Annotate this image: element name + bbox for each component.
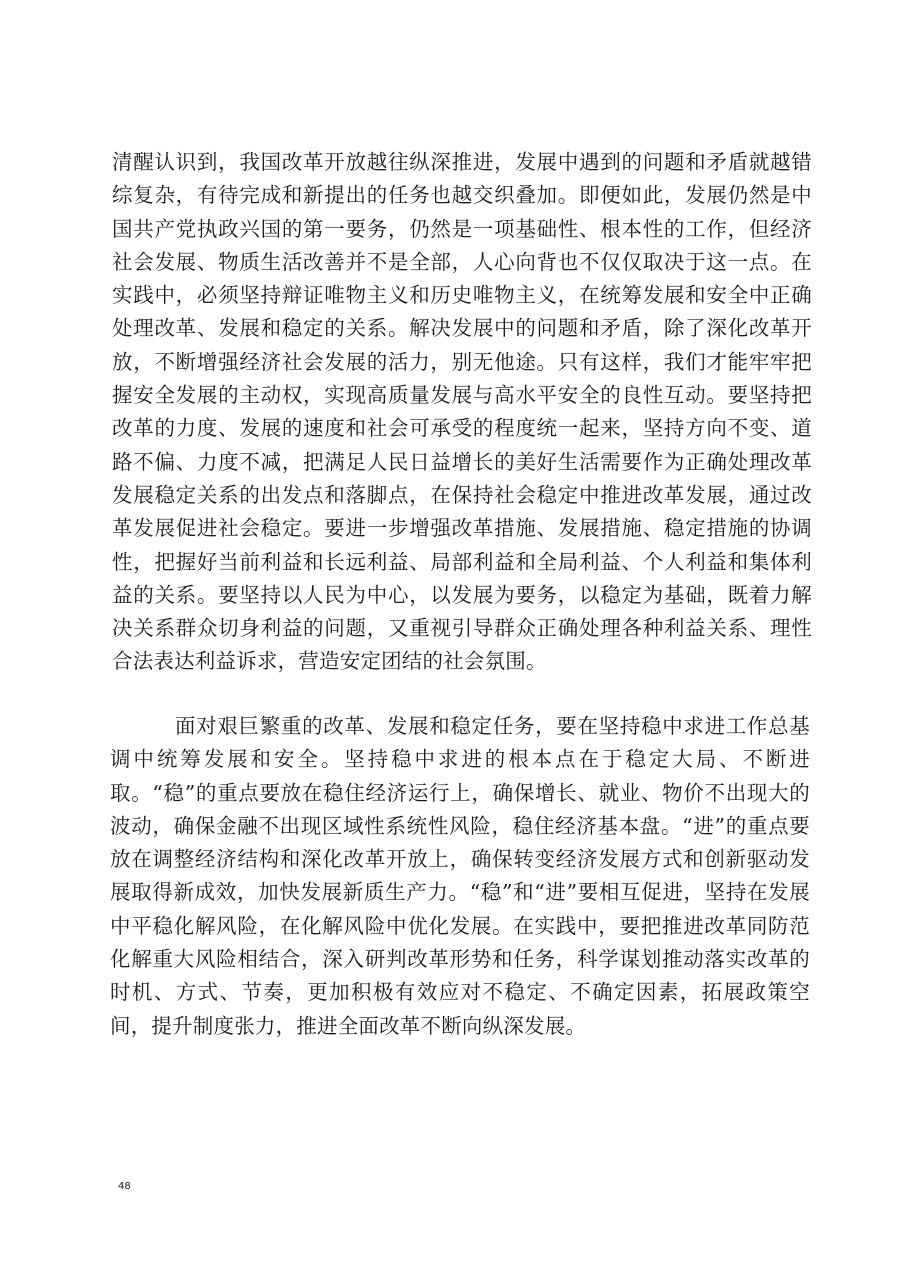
body-paragraph-2: 面对艰巨繁重的改革、发展和稳定任务，要在坚持稳中求进工作总基调中统筹发展和安全。坚持稳中求进的根本点在于稳定大局、不断进取。“稳”的重点要放在稳住经济运行上，确保增长、就业、物价不出现大的波动，确保金融不出现区域性系统性风险，稳住经济基本盘。“进”的重点要放在调整经济结构和深化改革开放上，确保转变经济发展方式和创新驱动发展取得新成效，加快发展新质生产力。“稳”和“进”要相互促进，坚持在发展中平稳化解风险，在化解风险中优化发展。在实践中，要把推进改革同防范化解重大风险相结合，深入研判改革形势和任务，科学谋划推动落实改革的时机、方式、节奏，更加积极有效应对不稳定、不确定因素，拓展政策空间，提升制度张力，推进全面改革不断向纵深发展。 bbox=[110, 714, 810, 1038]
page-number: 48 bbox=[118, 1181, 131, 1192]
body-paragraph-1: 清醒认识到，我国改革开放越往纵深推进，发展中遇到的问题和矛盾就越错综复杂，有待完成和新提出的任务也越交织叠加。即便如此，发展仍然是中国共产党执政兴国的第一要务，仍然是一项基础性、根本性的工作，但经济社会发展、物质生活改善并不是全部，人心向背也不仅仅取决于这一点。在实践中，必须坚持辩证唯物主义和历史唯物主义，在统筹发展和安全中正确处理改革、发展和稳定的关系。解决发展中的问题和矛盾，除了深化改革开放，不断增强经济社会发展的活力，别无他途。只有这样，我们才能牢牢把握安全发展的主动权，实现高质量发展与高水平安全的良性互动。要坚持把改革的力度、发展的速度和社会可承受的程度统一起来，坚持方向不变、道路不偏、力度不减，把满足人民日益增长的美好生活需要作为正确处理改革发展稳定关系的出发点和落脚点，在保持社会稳定中推进改革发展，通过改革发展促进社会稳定。要进一步增强改革措施、发展措施、稳定措施的协调性，把握好当前利益和长远利益、局部利益和全局利益、个人利益和集体利益的关系。要坚持以人民为中心，以发展为要务，以稳定为基础，既着力解决关系群众切身利益的问题，又重视引导群众正确处理各种利益关系、理性合法表达利益诉求，营造安定团结的社会氛围。 bbox=[112, 150, 812, 674]
